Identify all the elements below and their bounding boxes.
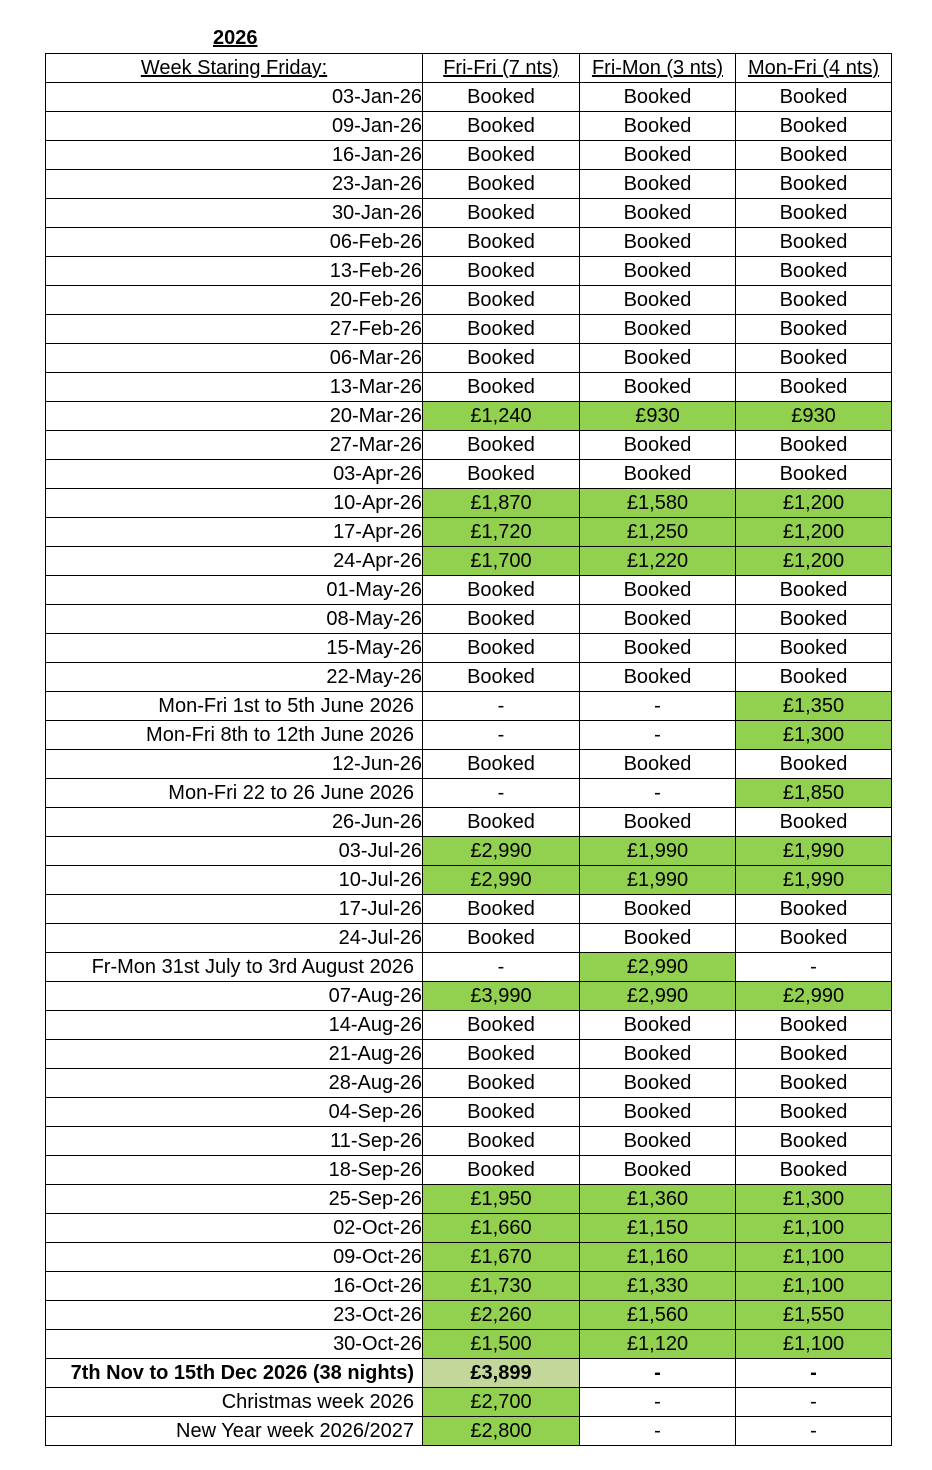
header-fri-mon: Fri-Mon (3 nts) xyxy=(580,54,736,83)
table-row xyxy=(46,634,892,663)
mon-fri-cell: £1,550 xyxy=(736,1301,892,1330)
table-row xyxy=(46,1359,892,1388)
table-row xyxy=(46,1388,892,1417)
fri-mon-cell: £930 xyxy=(580,402,736,431)
mon-fri-cell: Booked xyxy=(736,1040,892,1069)
row-label: 10-Apr-26 xyxy=(46,489,423,518)
fri-fri-cell: £1,500 xyxy=(423,1330,580,1359)
mon-fri-cell: Booked xyxy=(736,1156,892,1185)
mon-fri-cell: £1,100 xyxy=(736,1330,892,1359)
fri-mon-cell: Booked xyxy=(580,1127,736,1156)
fri-mon-cell: Booked xyxy=(580,373,736,402)
fri-mon-cell: Booked xyxy=(580,1069,736,1098)
mon-fri-cell: £1,850 xyxy=(736,779,892,808)
fri-mon-cell: Booked xyxy=(580,315,736,344)
row-label: 06-Mar-26 xyxy=(46,344,423,373)
mon-fri-cell: Booked xyxy=(736,83,892,112)
row-label: 28-Aug-26 xyxy=(46,1069,423,1098)
fri-fri-cell: £2,990 xyxy=(423,837,580,866)
table-row xyxy=(46,257,892,286)
fri-mon-cell: £1,250 xyxy=(580,518,736,547)
fri-mon-cell: Booked xyxy=(580,344,736,373)
fri-mon-cell: - xyxy=(580,1417,736,1446)
row-label: 22-May-26 xyxy=(46,663,423,692)
fri-mon-cell: Booked xyxy=(580,112,736,141)
table-row xyxy=(46,547,892,576)
row-label: 03-Jan-26 xyxy=(46,83,423,112)
fri-mon-cell: £1,560 xyxy=(580,1301,736,1330)
fri-mon-cell: £1,330 xyxy=(580,1272,736,1301)
mon-fri-cell: Booked xyxy=(736,1127,892,1156)
table-row xyxy=(46,692,892,721)
mon-fri-cell: £1,100 xyxy=(736,1272,892,1301)
table-row xyxy=(46,1098,892,1127)
row-label: 03-Jul-26 xyxy=(46,837,423,866)
header-row xyxy=(46,54,892,83)
row-label: 27-Feb-26 xyxy=(46,315,423,344)
fri-mon-cell: - xyxy=(580,1359,736,1388)
mon-fri-cell: £1,300 xyxy=(736,1185,892,1214)
fri-fri-cell: Booked xyxy=(423,199,580,228)
fri-fri-cell: Booked xyxy=(423,1069,580,1098)
row-label: New Year week 2026/2027 xyxy=(46,1417,423,1446)
fri-fri-cell: £3,990 xyxy=(423,982,580,1011)
table-row xyxy=(46,1185,892,1214)
fri-fri-cell: Booked xyxy=(423,1011,580,1040)
fri-fri-cell: Booked xyxy=(423,808,580,837)
table-row xyxy=(46,518,892,547)
fri-fri-cell: Booked xyxy=(423,750,580,779)
mon-fri-cell: Booked xyxy=(736,228,892,257)
row-label: Mon-Fri 22 to 26 June 2026 xyxy=(46,779,423,808)
mon-fri-cell: Booked xyxy=(736,808,892,837)
table-row xyxy=(46,1127,892,1156)
fri-fri-cell: Booked xyxy=(423,83,580,112)
mon-fri-cell: Booked xyxy=(736,924,892,953)
row-label: 17-Jul-26 xyxy=(46,895,423,924)
table-row xyxy=(46,315,892,344)
row-label: 09-Oct-26 xyxy=(46,1243,423,1272)
fri-fri-cell: £1,700 xyxy=(423,547,580,576)
table-row xyxy=(46,982,892,1011)
row-label: 12-Jun-26 xyxy=(46,750,423,779)
fri-mon-cell: £2,990 xyxy=(580,953,736,982)
table-row xyxy=(46,1156,892,1185)
table-row xyxy=(46,895,892,924)
fri-mon-cell: - xyxy=(580,692,736,721)
row-label: 13-Mar-26 xyxy=(46,373,423,402)
mon-fri-cell: £1,200 xyxy=(736,489,892,518)
fri-mon-cell: - xyxy=(580,721,736,750)
table-row xyxy=(46,286,892,315)
row-label: 21-Aug-26 xyxy=(46,1040,423,1069)
fri-fri-cell: £1,730 xyxy=(423,1272,580,1301)
fri-mon-cell: £2,990 xyxy=(580,982,736,1011)
row-label: 07-Aug-26 xyxy=(46,982,423,1011)
mon-fri-cell: £1,200 xyxy=(736,547,892,576)
fri-fri-cell: Booked xyxy=(423,895,580,924)
row-label: Mon-Fri 1st to 5th June 2026 xyxy=(46,692,423,721)
fri-mon-cell: Booked xyxy=(580,141,736,170)
row-label: 20-Mar-26 xyxy=(46,402,423,431)
fri-mon-cell: £1,360 xyxy=(580,1185,736,1214)
fri-fri-cell: - xyxy=(423,721,580,750)
mon-fri-cell: Booked xyxy=(736,199,892,228)
row-label: 14-Aug-26 xyxy=(46,1011,423,1040)
fri-mon-cell: Booked xyxy=(580,286,736,315)
fri-mon-cell: £1,990 xyxy=(580,837,736,866)
table-row xyxy=(46,808,892,837)
mon-fri-cell: £1,990 xyxy=(736,866,892,895)
fri-mon-cell: £1,120 xyxy=(580,1330,736,1359)
fri-mon-cell: Booked xyxy=(580,83,736,112)
fri-mon-cell: - xyxy=(580,1388,736,1417)
mon-fri-cell: Booked xyxy=(736,663,892,692)
fri-mon-cell: Booked xyxy=(580,1011,736,1040)
fri-mon-cell: £1,580 xyxy=(580,489,736,518)
mon-fri-cell: Booked xyxy=(736,286,892,315)
mon-fri-cell: £1,300 xyxy=(736,721,892,750)
fri-fri-cell: Booked xyxy=(423,315,580,344)
fri-mon-cell: Booked xyxy=(580,576,736,605)
mon-fri-cell: Booked xyxy=(736,750,892,779)
mon-fri-cell: Booked xyxy=(736,112,892,141)
mon-fri-cell: £2,990 xyxy=(736,982,892,1011)
row-label: 30-Oct-26 xyxy=(46,1330,423,1359)
fri-mon-cell: Booked xyxy=(580,170,736,199)
table-row xyxy=(46,1417,892,1446)
table-row xyxy=(46,489,892,518)
mon-fri-cell: Booked xyxy=(736,170,892,199)
fri-fri-cell: Booked xyxy=(423,344,580,373)
fri-mon-cell: Booked xyxy=(580,199,736,228)
fri-fri-cell: Booked xyxy=(423,431,580,460)
fri-fri-cell: Booked xyxy=(423,1127,580,1156)
row-label: 04-Sep-26 xyxy=(46,1098,423,1127)
table-row xyxy=(46,170,892,199)
fri-fri-cell: Booked xyxy=(423,170,580,199)
fri-mon-cell: Booked xyxy=(580,1098,736,1127)
mon-fri-cell: Booked xyxy=(736,1011,892,1040)
fri-fri-cell: Booked xyxy=(423,228,580,257)
fri-fri-cell: Booked xyxy=(423,605,580,634)
row-label: 09-Jan-26 xyxy=(46,112,423,141)
fri-mon-cell: Booked xyxy=(580,605,736,634)
table-row xyxy=(46,721,892,750)
fri-fri-cell: Booked xyxy=(423,460,580,489)
mon-fri-cell: Booked xyxy=(736,344,892,373)
row-label: Christmas week 2026 xyxy=(46,1388,423,1417)
table-row xyxy=(46,1069,892,1098)
fri-fri-cell: £3,899 xyxy=(423,1359,580,1388)
fri-fri-cell: Booked xyxy=(423,112,580,141)
fri-mon-cell: £1,150 xyxy=(580,1214,736,1243)
fri-mon-cell: - xyxy=(580,779,736,808)
row-label: 08-May-26 xyxy=(46,605,423,634)
mon-fri-cell: Booked xyxy=(736,257,892,286)
fri-fri-cell: Booked xyxy=(423,634,580,663)
row-label: 7th Nov to 15th Dec 2026 (38 nights) xyxy=(46,1359,423,1388)
fri-mon-cell: Booked xyxy=(580,924,736,953)
row-label: 17-Apr-26 xyxy=(46,518,423,547)
mon-fri-cell: £1,100 xyxy=(736,1214,892,1243)
row-label: 01-May-26 xyxy=(46,576,423,605)
rates-table xyxy=(45,53,892,1446)
fri-fri-cell: Booked xyxy=(423,257,580,286)
fri-fri-cell: Booked xyxy=(423,373,580,402)
table-row xyxy=(46,83,892,112)
fri-fri-cell: Booked xyxy=(423,1098,580,1127)
fri-mon-cell: Booked xyxy=(580,431,736,460)
header-mon-fri: Mon-Fri (4 nts) xyxy=(736,54,892,83)
table-row xyxy=(46,402,892,431)
fri-fri-cell: - xyxy=(423,779,580,808)
row-label: 23-Jan-26 xyxy=(46,170,423,199)
fri-mon-cell: Booked xyxy=(580,1040,736,1069)
mon-fri-cell: Booked xyxy=(736,1098,892,1127)
fri-fri-cell: Booked xyxy=(423,663,580,692)
table-row xyxy=(46,1330,892,1359)
header-fri-fri: Fri-Fri (7 nts) xyxy=(423,54,580,83)
table-row xyxy=(46,663,892,692)
table-row xyxy=(46,866,892,895)
table-row xyxy=(46,344,892,373)
header-week-start: Week Staring Friday: xyxy=(46,54,423,83)
table-row xyxy=(46,924,892,953)
row-label: 23-Oct-26 xyxy=(46,1301,423,1330)
table-row xyxy=(46,1301,892,1330)
mon-fri-cell: Booked xyxy=(736,141,892,170)
row-label: 11-Sep-26 xyxy=(46,1127,423,1156)
mon-fri-cell: £1,990 xyxy=(736,837,892,866)
fri-fri-cell: £1,870 xyxy=(423,489,580,518)
mon-fri-cell: £1,100 xyxy=(736,1243,892,1272)
mon-fri-cell: £1,200 xyxy=(736,518,892,547)
row-label: 24-Jul-26 xyxy=(46,924,423,953)
fri-mon-cell: Booked xyxy=(580,228,736,257)
table-row xyxy=(46,953,892,982)
table-row xyxy=(46,460,892,489)
fri-mon-cell: £1,160 xyxy=(580,1243,736,1272)
fri-mon-cell: Booked xyxy=(580,663,736,692)
mon-fri-cell: Booked xyxy=(736,576,892,605)
table-row xyxy=(46,431,892,460)
table-row xyxy=(46,1243,892,1272)
row-label: Mon-Fri 8th to 12th June 2026 xyxy=(46,721,423,750)
table-row xyxy=(46,112,892,141)
mon-fri-cell: Booked xyxy=(736,373,892,402)
row-label: 18-Sep-26 xyxy=(46,1156,423,1185)
fri-fri-cell: Booked xyxy=(423,141,580,170)
fri-fri-cell: Booked xyxy=(423,1156,580,1185)
mon-fri-cell: £1,350 xyxy=(736,692,892,721)
fri-mon-cell: Booked xyxy=(580,460,736,489)
row-label: 02-Oct-26 xyxy=(46,1214,423,1243)
mon-fri-cell: Booked xyxy=(736,315,892,344)
table-row xyxy=(46,141,892,170)
fri-mon-cell: Booked xyxy=(580,634,736,663)
fri-fri-cell: £2,800 xyxy=(423,1417,580,1446)
mon-fri-cell: Booked xyxy=(736,431,892,460)
table-row xyxy=(46,1272,892,1301)
mon-fri-cell: Booked xyxy=(736,895,892,924)
mon-fri-cell: Booked xyxy=(736,605,892,634)
mon-fri-cell: £930 xyxy=(736,402,892,431)
row-label: 30-Jan-26 xyxy=(46,199,423,228)
table-row xyxy=(46,750,892,779)
mon-fri-cell: - xyxy=(736,953,892,982)
mon-fri-cell: Booked xyxy=(736,460,892,489)
fri-fri-cell: £1,660 xyxy=(423,1214,580,1243)
year-title: 2026 xyxy=(213,27,258,49)
fri-mon-cell: Booked xyxy=(580,750,736,779)
fri-fri-cell: Booked xyxy=(423,1040,580,1069)
fri-fri-cell: £1,240 xyxy=(423,402,580,431)
mon-fri-cell: - xyxy=(736,1388,892,1417)
row-label: 10-Jul-26 xyxy=(46,866,423,895)
rates-body xyxy=(46,83,892,1446)
mon-fri-cell: Booked xyxy=(736,634,892,663)
fri-fri-cell: £1,950 xyxy=(423,1185,580,1214)
fri-mon-cell: Booked xyxy=(580,257,736,286)
fri-mon-cell: £1,220 xyxy=(580,547,736,576)
table-row xyxy=(46,199,892,228)
row-label: 06-Feb-26 xyxy=(46,228,423,257)
table-row xyxy=(46,1040,892,1069)
table-row xyxy=(46,1011,892,1040)
table-row xyxy=(46,576,892,605)
table-row xyxy=(46,837,892,866)
fri-fri-cell: Booked xyxy=(423,286,580,315)
row-label: 26-Jun-26 xyxy=(46,808,423,837)
row-label: 16-Jan-26 xyxy=(46,141,423,170)
table-row xyxy=(46,605,892,634)
mon-fri-cell: - xyxy=(736,1417,892,1446)
table-row xyxy=(46,373,892,402)
fri-mon-cell: £1,990 xyxy=(580,866,736,895)
row-label: 03-Apr-26 xyxy=(46,460,423,489)
table-row xyxy=(46,228,892,257)
fri-fri-cell: - xyxy=(423,953,580,982)
row-label: 24-Apr-26 xyxy=(46,547,423,576)
fri-fri-cell: - xyxy=(423,692,580,721)
row-label: 25-Sep-26 xyxy=(46,1185,423,1214)
table-row xyxy=(46,1214,892,1243)
fri-mon-cell: Booked xyxy=(580,1156,736,1185)
fri-mon-cell: Booked xyxy=(580,895,736,924)
fri-fri-cell: Booked xyxy=(423,576,580,605)
table-row xyxy=(46,779,892,808)
fri-fri-cell: £2,990 xyxy=(423,866,580,895)
fri-fri-cell: £1,670 xyxy=(423,1243,580,1272)
fri-fri-cell: £1,720 xyxy=(423,518,580,547)
row-label: 15-May-26 xyxy=(46,634,423,663)
row-label: 13-Feb-26 xyxy=(46,257,423,286)
mon-fri-cell: - xyxy=(736,1359,892,1388)
mon-fri-cell: Booked xyxy=(736,1069,892,1098)
fri-fri-cell: £2,700 xyxy=(423,1388,580,1417)
fri-fri-cell: Booked xyxy=(423,924,580,953)
row-label: 27-Mar-26 xyxy=(46,431,423,460)
fri-fri-cell: £2,260 xyxy=(423,1301,580,1330)
row-label: 16-Oct-26 xyxy=(46,1272,423,1301)
row-label: 20-Feb-26 xyxy=(46,286,423,315)
row-label: Fr-Mon 31st July to 3rd August 2026 xyxy=(46,953,423,982)
fri-mon-cell: Booked xyxy=(580,808,736,837)
